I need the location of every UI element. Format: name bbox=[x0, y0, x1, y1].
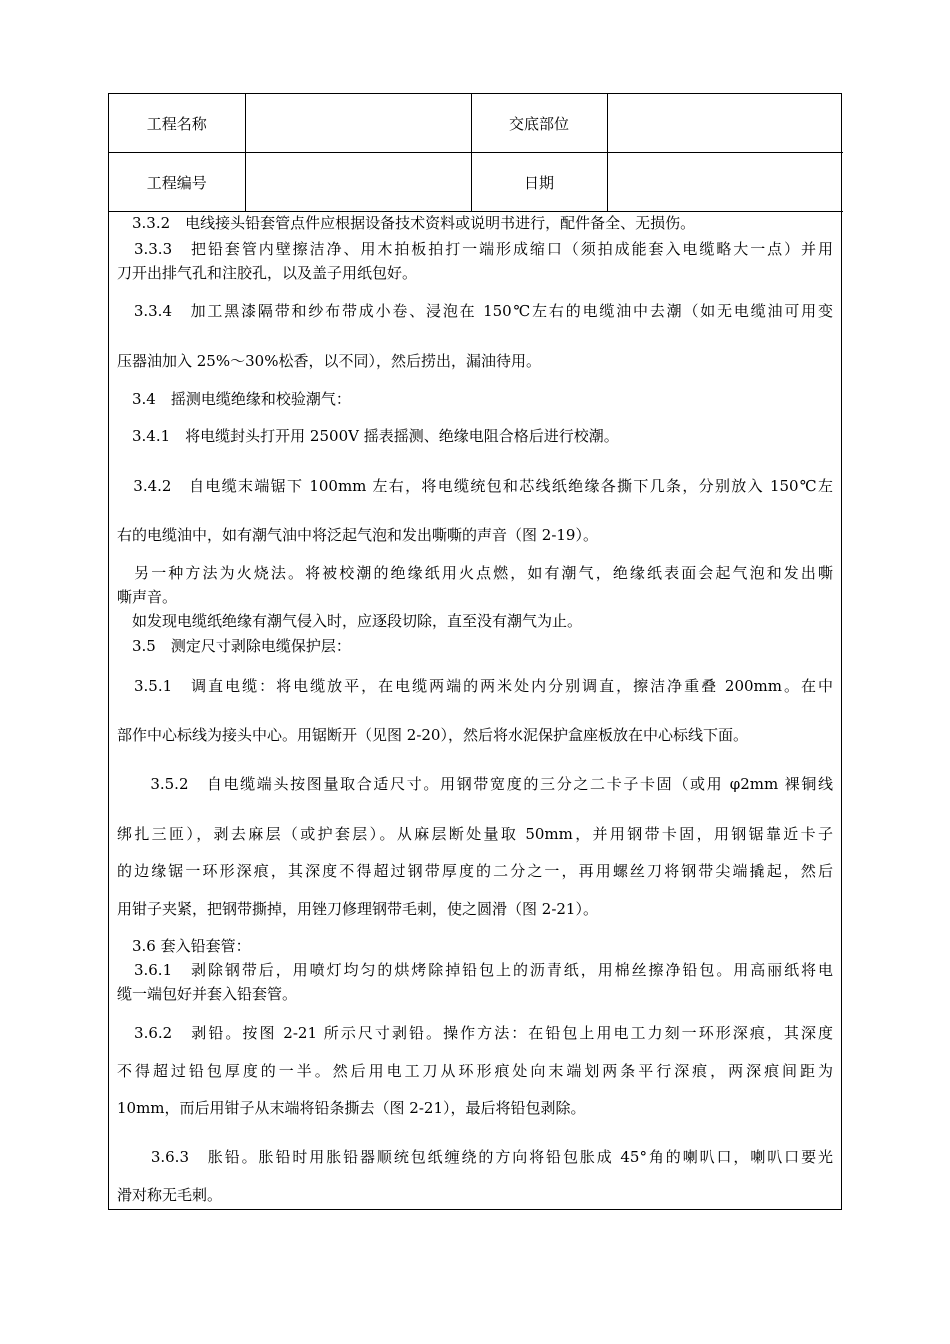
project-name-label: 工程名称 bbox=[109, 94, 245, 153]
text-line: 3.4 摇测电缆绝缘和校验潮气： bbox=[117, 390, 351, 408]
date-label: 日期 bbox=[471, 153, 607, 212]
text-line: 3.6.2 剥铅。按图 2-21 所示尺寸剥铅。操作方法：在铅包上用电工力刻一环形深痕，其深度 bbox=[117, 1024, 833, 1042]
text-line: 3.5.1 调直电缆：将电缆放平，在电缆两端的两米处内分别调直，擦洁净重叠 200mm。在中 bbox=[117, 677, 833, 695]
text-line: 的边缘锯一环形深痕，其深度不得超过钢带厚度的二分之一，再用螺丝刀将钢带尖端撬起，然后 bbox=[117, 862, 833, 880]
project-name-field[interactable] bbox=[245, 94, 471, 153]
text-line: 如发现电缆纸绝缘有潮气侵入时，应逐段切除，直至没有潮气为止。 bbox=[117, 612, 583, 630]
project-no-label: 工程编号 bbox=[109, 153, 245, 212]
text-line: 3.4.2 自电缆末端锯下 100mm 左右，将电缆统包和芯线纸绝缘各撕下几条，分别放入 150℃左 bbox=[117, 477, 833, 495]
text-line: 部作中心标线为接头中心。用锯断开（见图 2-20），然后将水泥保护盒座板放在中心标线下面。 bbox=[117, 726, 748, 744]
text-line: 刀开出排气孔和注胶孔，以及盖子用纸包好。 bbox=[117, 264, 418, 282]
text-line: 3.6.3 胀铅。胀铅时用胀铅器顺统包纸缠绕的方向将铅包胀成 45°角的喇叭口，喇叭口要光 bbox=[117, 1148, 833, 1166]
text-line: 用钳子夹紧，把钢带撕掉，用锉刀修理钢带毛刺，使之圆滑（图 2-21）。 bbox=[117, 900, 598, 918]
handover-part-label: 交底部位 bbox=[471, 94, 607, 153]
text-line: 另一种方法为火烧法。将被校潮的绝缘纸用火点燃，如有潮气，绝缘纸表面会起气泡和发出嘶 bbox=[117, 564, 833, 582]
text-line: 3.6 套入铅套管： bbox=[117, 937, 251, 955]
text-line: 3.5 测定尺寸剥除电缆保护层： bbox=[117, 637, 351, 655]
text-line: 绑扎三匝），剥去麻层（或护套层）。从麻层断处量取 50mm，并用钢带卡固，用钢锯靠近卡子 bbox=[117, 825, 833, 843]
text-line: 3.4.1 将电缆封头打开用 2500V 摇表摇测、绝缘电阻合格后进行校潮。 bbox=[117, 427, 619, 445]
text-line: 3.6.1 剥除钢带后，用喷灯均匀的烘烤除掉铅包上的沥青纸，用棉丝擦净铅包。用高丽纸将电 bbox=[117, 961, 833, 979]
text-line: 右的电缆油中，如有潮气油中将泛起气泡和发出嘶嘶的声音（图 2-19）。 bbox=[117, 526, 598, 544]
header-table bbox=[109, 94, 843, 212]
text-line: 不得超过铅包厚度的一半。然后用电工刀从环形痕处向末端划两条平行深痕，两深痕间距为 bbox=[117, 1062, 833, 1080]
text-line: 滑对称无毛刺。 bbox=[117, 1186, 223, 1204]
header-row-2 bbox=[109, 153, 843, 212]
header-row-1 bbox=[109, 94, 843, 153]
handover-part-field[interactable] bbox=[607, 94, 843, 153]
text-line: 3.3.4 加工黑漆隔带和纱布带成小卷、浸泡在 150℃左右的电缆油中去潮（如无电缆油可用变 bbox=[117, 302, 833, 320]
text-line: 3.5.2 自电缆端头按图量取合适尺寸。用钢带宽度的三分之二卡子卡固（或用 φ2mm 裸铜线 bbox=[117, 775, 833, 793]
text-line: 缆一端包好并套入铅套管。 bbox=[117, 985, 298, 1003]
project-no-field[interactable] bbox=[245, 153, 471, 212]
text-line: 3.3.3 把铅套管内壁擦洁净、用木拍板拍打一端形成缩口（须拍成能套入电缆略大一点）并用 bbox=[117, 240, 833, 258]
disclosure-form bbox=[108, 93, 842, 1210]
text-line: 压器油加入 25%～30%松香，以不同），然后捞出，漏油待用。 bbox=[117, 352, 541, 370]
text-line: 10mm，而后用钳子从末端将铅条撕去（图 2-21），最后将铅包剥除。 bbox=[117, 1099, 586, 1117]
text-line: 3.3.2 电线接头铅套管点件应根据设备技术资料或说明书进行，配件备全、无损伤。 bbox=[117, 214, 696, 232]
date-field[interactable] bbox=[607, 153, 843, 212]
text-line: 嘶声音。 bbox=[117, 588, 178, 606]
